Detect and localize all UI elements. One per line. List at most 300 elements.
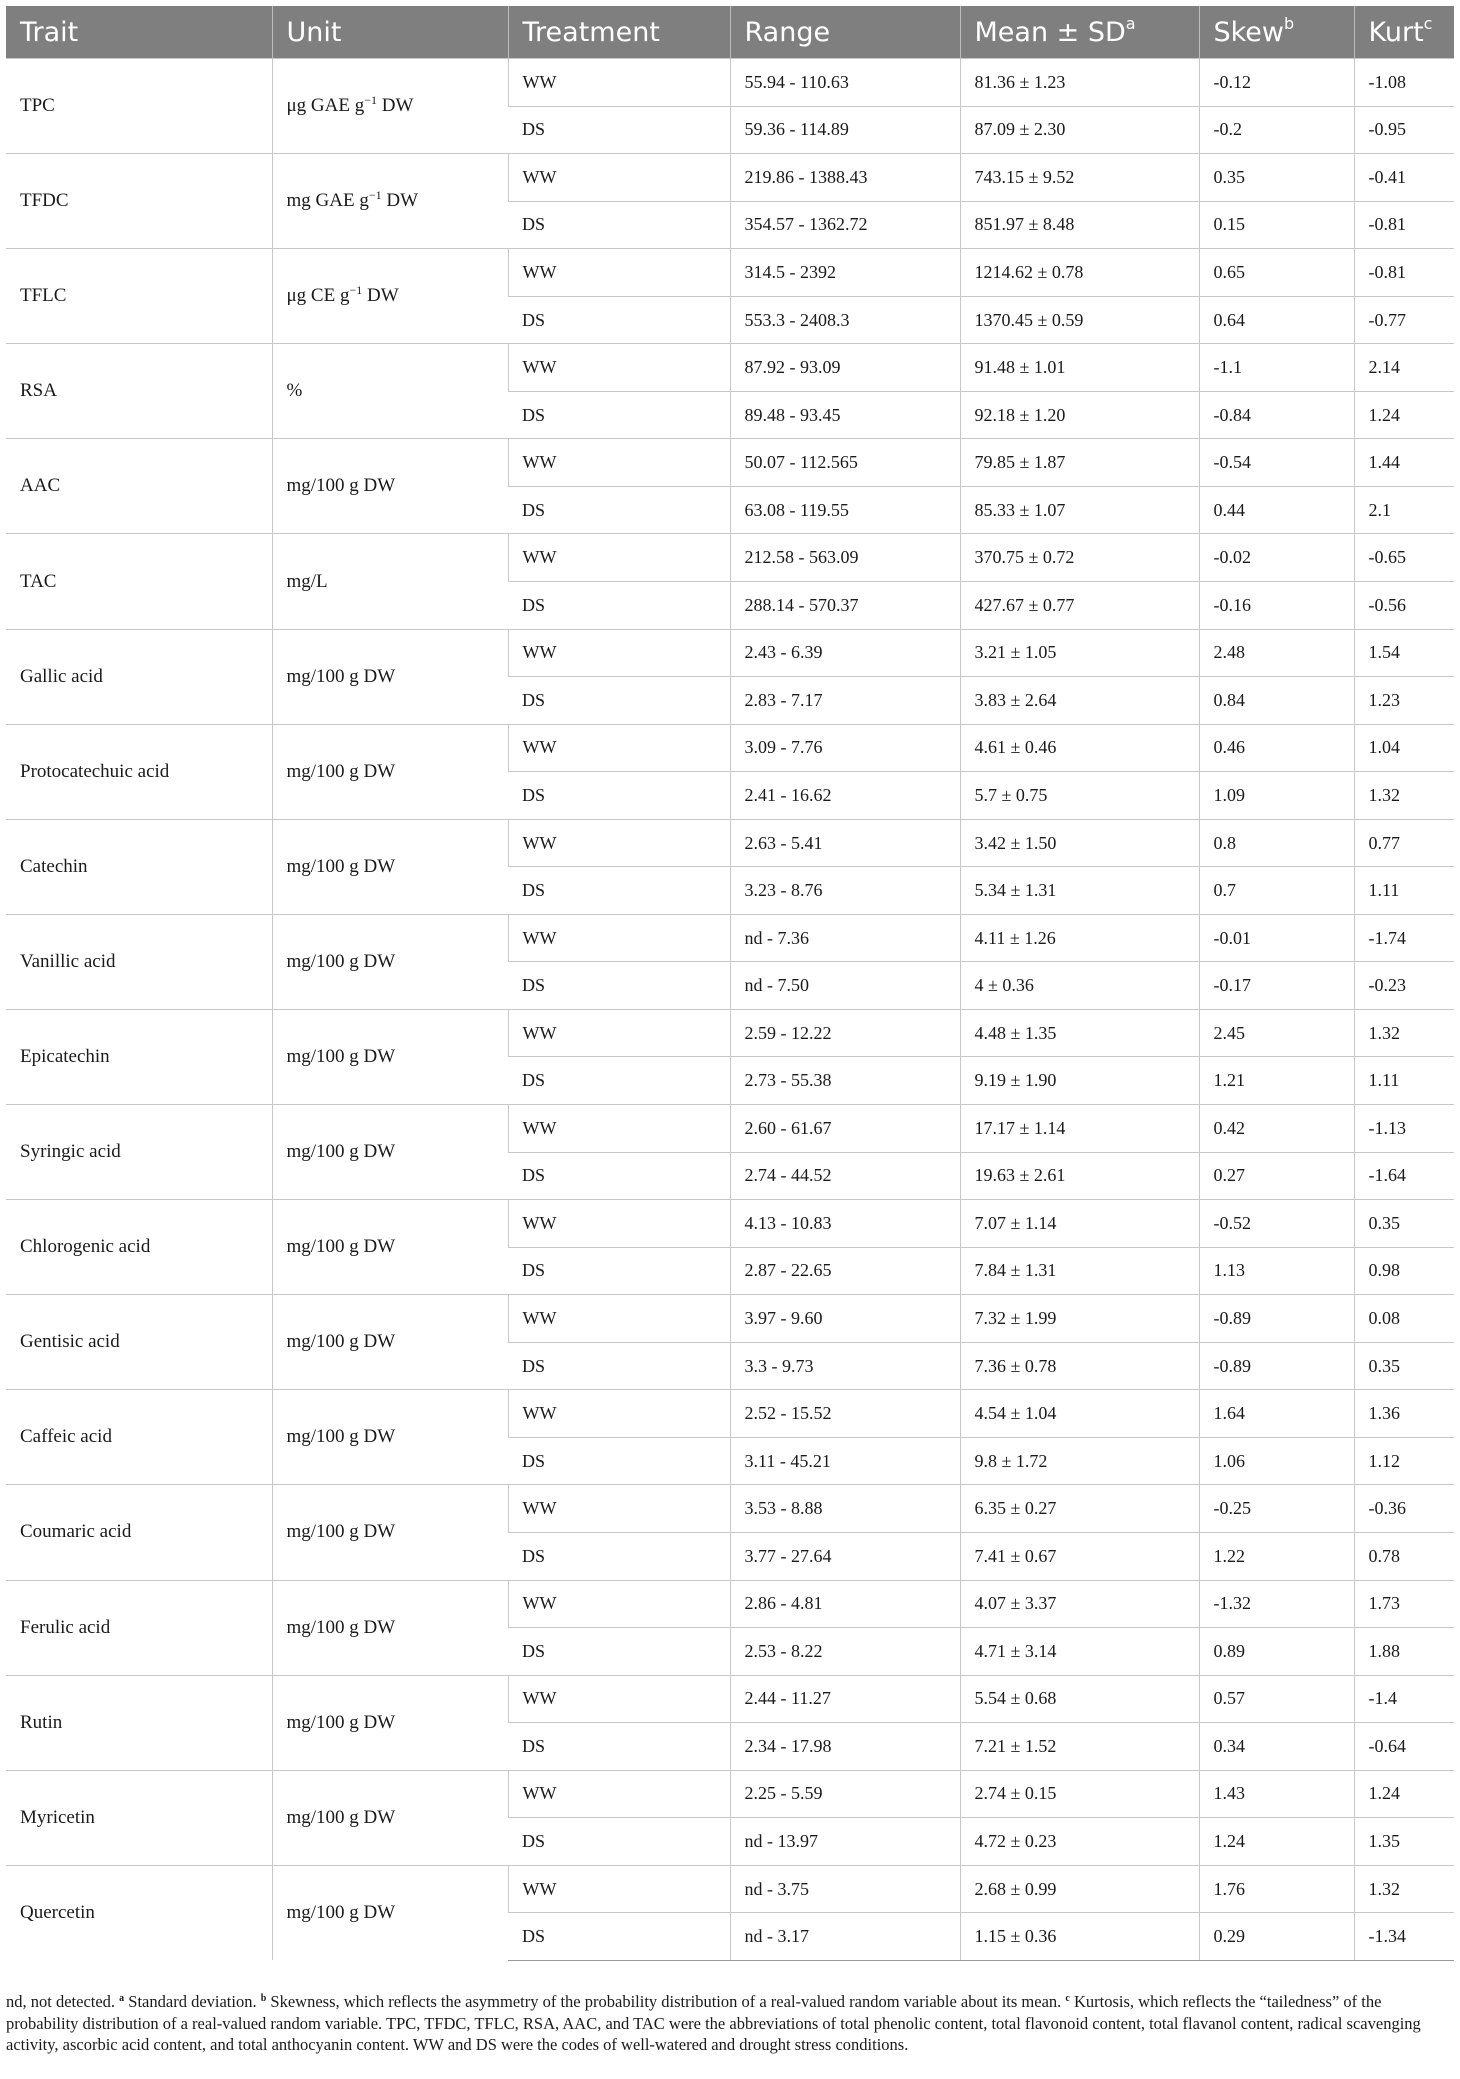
range-cell: 89.48 - 93.45: [730, 391, 960, 439]
table-row: [6, 534, 1454, 582]
skew-cell: -0.84: [1199, 391, 1354, 439]
skew-cell: -0.02: [1199, 534, 1354, 582]
range-cell: 3.11 - 45.21: [730, 1437, 960, 1485]
skew-cell: 1.64: [1199, 1390, 1354, 1438]
skew-cell: 1.22: [1199, 1532, 1354, 1580]
skew-cell: 0.8: [1199, 819, 1354, 867]
unit-suffix: DW: [362, 285, 399, 307]
treatment-cell: WW: [508, 1580, 730, 1628]
skew-cell: -0.25: [1199, 1485, 1354, 1533]
skew-cell: 0.7: [1199, 867, 1354, 915]
mean-cell: 4.07 ± 3.37: [960, 1580, 1199, 1628]
skew-cell: 1.09: [1199, 772, 1354, 820]
unit-exponent: −1: [349, 283, 363, 298]
kurt-cell: 1.23: [1354, 677, 1454, 725]
range-cell: 63.08 - 119.55: [730, 486, 960, 534]
kurt-cell: -1.34: [1354, 1913, 1454, 1961]
skew-cell: 0.64: [1199, 296, 1354, 344]
mean-cell: 4.71 ± 3.14: [960, 1628, 1199, 1676]
treatment-cell: WW: [508, 819, 730, 867]
skew-cell: 0.15: [1199, 201, 1354, 249]
treatment-cell: DS: [508, 1532, 730, 1580]
kurt-cell: 1.24: [1354, 391, 1454, 439]
footnote-text: Standard deviation.: [124, 1992, 261, 2011]
skew-cell: -0.54: [1199, 439, 1354, 487]
treatment-cell: WW: [508, 629, 730, 677]
unit-text: mg/100 g DW: [286, 1711, 396, 1733]
unit-suffix: DW: [377, 95, 414, 117]
treatment-cell: WW: [508, 249, 730, 297]
unit-cell: [272, 629, 508, 724]
unit-cell: [272, 249, 508, 344]
range-cell: 3.09 - 7.76: [730, 724, 960, 772]
range-cell: nd - 3.17: [730, 1913, 960, 1961]
treatment-cell: DS: [508, 296, 730, 344]
treatment-cell: WW: [508, 1200, 730, 1248]
range-cell: 2.60 - 61.67: [730, 1105, 960, 1153]
mean-cell: 5.34 ± 1.31: [960, 867, 1199, 915]
range-cell: nd - 13.97: [730, 1818, 960, 1866]
mean-cell: 87.09 ± 2.30: [960, 106, 1199, 154]
treatment-cell: WW: [508, 1295, 730, 1343]
skew-cell: -0.12: [1199, 59, 1354, 107]
skew-cell: 0.27: [1199, 1152, 1354, 1200]
kurt-cell: 1.11: [1354, 867, 1454, 915]
footnote-text: Kurtosis, which reflects the “tailedness” of the probability distribution of a real-valued random variable. TPC, TFDC, TFLC, RSA, AAC, and TAC were the abbreviations of total phenolic content, total flavonoid content, total flavanol content, radical scavenging activity, ascorbic acid content, and total anthocyanin content. WW and DS were the codes of well-watered and drought stress conditions.: [6, 1992, 1421, 2054]
kurt-cell: 0.08: [1354, 1295, 1454, 1343]
range-cell: 2.43 - 6.39: [730, 629, 960, 677]
treatment-cell: WW: [508, 1485, 730, 1533]
kurt-cell: -0.41: [1354, 154, 1454, 202]
range-cell: 3.97 - 9.60: [730, 1295, 960, 1343]
treatment-cell: DS: [508, 1247, 730, 1295]
unit-text: mg/100 g DW: [286, 1426, 396, 1448]
mean-cell: 7.32 ± 1.99: [960, 1295, 1199, 1343]
skew-cell: -0.52: [1199, 1200, 1354, 1248]
table-row: [6, 439, 1454, 487]
treatment-cell: DS: [508, 391, 730, 439]
range-cell: 59.36 - 114.89: [730, 106, 960, 154]
range-cell: 2.86 - 4.81: [730, 1580, 960, 1628]
kurt-cell: 1.12: [1354, 1437, 1454, 1485]
treatment-cell: DS: [508, 106, 730, 154]
table-row: [6, 914, 1454, 962]
kurt-cell: 0.98: [1354, 1247, 1454, 1295]
unit-cell: [272, 534, 508, 629]
mean-cell: 4.48 ± 1.35: [960, 1009, 1199, 1057]
mean-cell: 3.21 ± 1.05: [960, 629, 1199, 677]
range-cell: 212.58 - 563.09: [730, 534, 960, 582]
table-row: [6, 1770, 1454, 1818]
range-cell: 3.53 - 8.88: [730, 1485, 960, 1533]
trait-cell: Epicatechin: [6, 1009, 272, 1104]
unit-cell: [272, 1485, 508, 1580]
treatment-cell: DS: [508, 772, 730, 820]
unit-cell: [272, 1580, 508, 1675]
range-cell: 2.83 - 7.17: [730, 677, 960, 725]
header-row: [6, 6, 1454, 59]
kurt-cell: 2.14: [1354, 344, 1454, 392]
kurt-cell: 1.54: [1354, 629, 1454, 677]
mean-cell: 3.42 ± 1.50: [960, 819, 1199, 867]
header-kurt-label: Kurt: [1368, 16, 1424, 48]
unit-exponent: −1: [364, 93, 378, 108]
mean-cell: 19.63 ± 2.61: [960, 1152, 1199, 1200]
table-row: [6, 1675, 1454, 1723]
header-kurt-sup: c: [1423, 13, 1433, 33]
trait-cell: Catechin: [6, 819, 272, 914]
mean-cell: 1370.45 ± 0.59: [960, 296, 1199, 344]
kurt-cell: 1.36: [1354, 1390, 1454, 1438]
header-trait: Trait: [6, 6, 272, 59]
mean-cell: 4.72 ± 0.23: [960, 1818, 1199, 1866]
kurt-cell: 0.78: [1354, 1532, 1454, 1580]
skew-cell: 0.42: [1199, 1105, 1354, 1153]
kurt-cell: -0.77: [1354, 296, 1454, 344]
trait-cell: Gentisic acid: [6, 1295, 272, 1390]
mean-cell: 7.21 ± 1.52: [960, 1723, 1199, 1771]
skew-cell: 0.44: [1199, 486, 1354, 534]
treatment-cell: DS: [508, 486, 730, 534]
footnote-text: Skewness, which reflects the asymmetry of the probability distribution of a real-valued random variable about its mean.: [266, 1992, 1066, 2011]
table-row: [6, 724, 1454, 772]
skew-cell: 0.57: [1199, 1675, 1354, 1723]
table-container: [6, 6, 1454, 1961]
mean-cell: 17.17 ± 1.14: [960, 1105, 1199, 1153]
treatment-cell: WW: [508, 1770, 730, 1818]
range-cell: 2.34 - 17.98: [730, 1723, 960, 1771]
kurt-cell: 1.32: [1354, 1009, 1454, 1057]
mean-cell: 1.15 ± 0.36: [960, 1913, 1199, 1961]
unit-cell: [272, 439, 508, 534]
skew-cell: -0.89: [1199, 1342, 1354, 1390]
table-row: [6, 1580, 1454, 1628]
unit-text: mg/100 g DW: [286, 760, 396, 782]
range-cell: 3.3 - 9.73: [730, 1342, 960, 1390]
range-cell: 3.77 - 27.64: [730, 1532, 960, 1580]
treatment-cell: DS: [508, 1628, 730, 1676]
data-table: [6, 6, 1454, 1961]
unit-text: mg/100 g DW: [286, 1521, 396, 1543]
kurt-cell: -1.4: [1354, 1675, 1454, 1723]
range-cell: 354.57 - 1362.72: [730, 201, 960, 249]
unit-text: mg/100 g DW: [286, 855, 396, 877]
footnote-marker: a: [119, 1993, 125, 2004]
range-cell: 4.13 - 10.83: [730, 1200, 960, 1248]
treatment-cell: DS: [508, 1057, 730, 1105]
range-cell: 288.14 - 570.37: [730, 582, 960, 630]
skew-cell: 1.21: [1199, 1057, 1354, 1105]
table-row: [6, 629, 1454, 677]
mean-cell: 7.36 ± 0.78: [960, 1342, 1199, 1390]
range-cell: 2.73 - 55.38: [730, 1057, 960, 1105]
range-cell: 3.23 - 8.76: [730, 867, 960, 915]
range-cell: 50.07 - 112.565: [730, 439, 960, 487]
unit-cell: [272, 1770, 508, 1865]
skew-cell: 0.65: [1199, 249, 1354, 297]
trait-cell: Caffeic acid: [6, 1390, 272, 1485]
header-kurt: [1354, 6, 1454, 59]
header-skew: [1199, 6, 1354, 59]
mean-cell: 85.33 ± 1.07: [960, 486, 1199, 534]
trait-cell: Rutin: [6, 1675, 272, 1770]
mean-cell: 3.83 ± 2.64: [960, 677, 1199, 725]
mean-cell: 851.97 ± 8.48: [960, 201, 1199, 249]
mean-cell: 7.84 ± 1.31: [960, 1247, 1199, 1295]
skew-cell: 1.13: [1199, 1247, 1354, 1295]
mean-cell: 4.11 ± 1.26: [960, 914, 1199, 962]
mean-cell: 9.19 ± 1.90: [960, 1057, 1199, 1105]
skew-cell: 1.06: [1199, 1437, 1354, 1485]
range-cell: 87.92 - 93.09: [730, 344, 960, 392]
treatment-cell: WW: [508, 1009, 730, 1057]
treatment-cell: DS: [508, 1152, 730, 1200]
unit-cell: [272, 724, 508, 819]
trait-cell: Protocatechuic acid: [6, 724, 272, 819]
header-treatment: Treatment: [508, 6, 730, 59]
range-cell: 2.25 - 5.59: [730, 1770, 960, 1818]
skew-cell: 2.45: [1199, 1009, 1354, 1057]
table-header: [6, 6, 1454, 59]
unit-text: mg/100 g DW: [286, 1331, 396, 1353]
kurt-cell: -1.08: [1354, 59, 1454, 107]
unit-text: mg GAE g: [286, 190, 369, 212]
header-skew-sup: b: [1284, 13, 1295, 33]
mean-cell: 9.8 ± 1.72: [960, 1437, 1199, 1485]
skew-cell: -1.1: [1199, 344, 1354, 392]
kurt-cell: -0.23: [1354, 962, 1454, 1010]
kurt-cell: 1.24: [1354, 1770, 1454, 1818]
trait-cell: Gallic acid: [6, 629, 272, 724]
treatment-cell: WW: [508, 439, 730, 487]
unit-cell: [272, 1295, 508, 1390]
kurt-cell: 1.32: [1354, 772, 1454, 820]
treatment-cell: WW: [508, 1390, 730, 1438]
unit-cell: [272, 1390, 508, 1485]
kurt-cell: 1.35: [1354, 1818, 1454, 1866]
table-body: [6, 59, 1454, 1961]
mean-cell: 427.67 ± 0.77: [960, 582, 1199, 630]
kurt-cell: -0.81: [1354, 201, 1454, 249]
skew-cell: 0.46: [1199, 724, 1354, 772]
table-row: [6, 249, 1454, 297]
range-cell: 219.86 - 1388.43: [730, 154, 960, 202]
kurt-cell: -0.95: [1354, 106, 1454, 154]
trait-cell: Myricetin: [6, 1770, 272, 1865]
range-cell: 2.87 - 22.65: [730, 1247, 960, 1295]
mean-cell: 91.48 ± 1.01: [960, 344, 1199, 392]
unit-text: mg/100 g DW: [286, 1806, 396, 1828]
unit-text: mg/100 g DW: [286, 665, 396, 687]
kurt-cell: 1.11: [1354, 1057, 1454, 1105]
trait-cell: TFLC: [6, 249, 272, 344]
treatment-cell: DS: [508, 867, 730, 915]
mean-cell: 743.15 ± 9.52: [960, 154, 1199, 202]
trait-cell: Vanillic acid: [6, 914, 272, 1009]
trait-cell: Syringic acid: [6, 1105, 272, 1200]
mean-cell: 4.61 ± 0.46: [960, 724, 1199, 772]
range-cell: 2.59 - 12.22: [730, 1009, 960, 1057]
kurt-cell: -1.64: [1354, 1152, 1454, 1200]
table-row: [6, 59, 1454, 107]
footnote-marker: b: [260, 1993, 267, 2004]
kurt-cell: 1.88: [1354, 1628, 1454, 1676]
skew-cell: 1.76: [1199, 1865, 1354, 1913]
header-mean-label: Mean ± SD: [974, 16, 1126, 48]
mean-cell: 92.18 ± 1.20: [960, 391, 1199, 439]
trait-cell: Ferulic acid: [6, 1580, 272, 1675]
range-cell: 553.3 - 2408.3: [730, 296, 960, 344]
mean-cell: 81.36 ± 1.23: [960, 59, 1199, 107]
trait-cell: TPC: [6, 59, 272, 154]
unit-exponent: −1: [368, 188, 382, 203]
footnote-marker: c: [1065, 1993, 1070, 2004]
kurt-cell: 2.1: [1354, 486, 1454, 534]
mean-cell: 6.35 ± 0.27: [960, 1485, 1199, 1533]
range-cell: nd - 3.75: [730, 1865, 960, 1913]
trait-cell: Chlorogenic acid: [6, 1200, 272, 1295]
table-row: [6, 1009, 1454, 1057]
skew-cell: 1.24: [1199, 1818, 1354, 1866]
unit-text: mg/L: [286, 570, 328, 592]
skew-cell: 0.89: [1199, 1628, 1354, 1676]
kurt-cell: -0.81: [1354, 249, 1454, 297]
kurt-cell: -0.65: [1354, 534, 1454, 582]
table-row: [6, 1865, 1454, 1913]
treatment-cell: DS: [508, 1342, 730, 1390]
table-row: [6, 344, 1454, 392]
kurt-cell: -0.64: [1354, 1723, 1454, 1771]
treatment-cell: WW: [508, 534, 730, 582]
unit-cell: [272, 1105, 508, 1200]
unit-text: mg/100 g DW: [286, 1141, 396, 1163]
mean-cell: 1214.62 ± 0.78: [960, 249, 1199, 297]
treatment-cell: DS: [508, 1437, 730, 1485]
kurt-cell: 0.35: [1354, 1200, 1454, 1248]
unit-cell: [272, 819, 508, 914]
skew-cell: -0.16: [1199, 582, 1354, 630]
unit-cell: [272, 1865, 508, 1960]
table-row: [6, 1105, 1454, 1153]
range-cell: 2.63 - 5.41: [730, 819, 960, 867]
header-skew-label: Skew: [1213, 16, 1285, 48]
trait-cell: AAC: [6, 439, 272, 534]
kurt-cell: -1.74: [1354, 914, 1454, 962]
trait-cell: Quercetin: [6, 1865, 272, 1960]
skew-cell: 2.48: [1199, 629, 1354, 677]
treatment-cell: WW: [508, 1105, 730, 1153]
range-cell: 2.52 - 15.52: [730, 1390, 960, 1438]
treatment-cell: DS: [508, 677, 730, 725]
table-row: [6, 154, 1454, 202]
treatment-cell: DS: [508, 582, 730, 630]
trait-cell: TAC: [6, 534, 272, 629]
unit-cell: [272, 154, 508, 249]
skew-cell: 0.29: [1199, 1913, 1354, 1961]
mean-cell: 79.85 ± 1.87: [960, 439, 1199, 487]
mean-cell: 2.68 ± 0.99: [960, 1865, 1199, 1913]
header-mean-sup: a: [1125, 13, 1136, 33]
unit-suffix: DW: [381, 190, 419, 212]
table-row: [6, 1200, 1454, 1248]
skew-cell: 0.34: [1199, 1723, 1354, 1771]
kurt-cell: -0.56: [1354, 582, 1454, 630]
range-cell: 2.74 - 44.52: [730, 1152, 960, 1200]
range-cell: 314.5 - 2392: [730, 249, 960, 297]
unit-text: mg/100 g DW: [286, 950, 396, 972]
unit-cell: [272, 59, 508, 154]
kurt-cell: -0.36: [1354, 1485, 1454, 1533]
treatment-cell: WW: [508, 1865, 730, 1913]
range-cell: nd - 7.50: [730, 962, 960, 1010]
unit-cell: [272, 344, 508, 439]
kurt-cell: 1.73: [1354, 1580, 1454, 1628]
table-row: [6, 819, 1454, 867]
unit-text: μg CE g: [286, 285, 350, 307]
unit-cell: [272, 1675, 508, 1770]
treatment-cell: DS: [508, 201, 730, 249]
range-cell: 55.94 - 110.63: [730, 59, 960, 107]
kurt-cell: 0.77: [1354, 819, 1454, 867]
skew-cell: 0.35: [1199, 154, 1354, 202]
treatment-cell: WW: [508, 154, 730, 202]
header-unit: Unit: [272, 6, 508, 59]
range-cell: 2.41 - 16.62: [730, 772, 960, 820]
unit-cell: [272, 1200, 508, 1295]
table-row: [6, 1295, 1454, 1343]
unit-text: mg/100 g DW: [286, 1616, 396, 1638]
treatment-cell: WW: [508, 914, 730, 962]
unit-text: %: [286, 380, 303, 402]
kurt-cell: 1.04: [1354, 724, 1454, 772]
range-cell: 2.44 - 11.27: [730, 1675, 960, 1723]
unit-text: mg/100 g DW: [286, 475, 396, 497]
unit-cell: [272, 914, 508, 1009]
header-range: Range: [730, 6, 960, 59]
table-row: [6, 1390, 1454, 1438]
mean-cell: 5.7 ± 0.75: [960, 772, 1199, 820]
treatment-cell: WW: [508, 724, 730, 772]
mean-cell: 2.74 ± 0.15: [960, 1770, 1199, 1818]
table-footnote: [6, 1991, 1452, 2056]
skew-cell: -0.17: [1199, 962, 1354, 1010]
treatment-cell: WW: [508, 1675, 730, 1723]
mean-cell: 7.07 ± 1.14: [960, 1200, 1199, 1248]
unit-text: mg/100 g DW: [286, 1236, 396, 1258]
mean-cell: 4 ± 0.36: [960, 962, 1199, 1010]
skew-cell: -1.32: [1199, 1580, 1354, 1628]
treatment-cell: DS: [508, 1818, 730, 1866]
kurt-cell: 0.35: [1354, 1342, 1454, 1390]
trait-cell: Coumaric acid: [6, 1485, 272, 1580]
kurt-cell: 1.32: [1354, 1865, 1454, 1913]
treatment-cell: WW: [508, 59, 730, 107]
treatment-cell: DS: [508, 962, 730, 1010]
unit-text: μg GAE g: [286, 95, 365, 117]
skew-cell: -0.89: [1199, 1295, 1354, 1343]
mean-cell: 4.54 ± 1.04: [960, 1390, 1199, 1438]
mean-cell: 370.75 ± 0.72: [960, 534, 1199, 582]
mean-cell: 7.41 ± 0.67: [960, 1532, 1199, 1580]
kurt-cell: -1.13: [1354, 1105, 1454, 1153]
trait-cell: TFDC: [6, 154, 272, 249]
treatment-cell: DS: [508, 1913, 730, 1961]
skew-cell: 1.43: [1199, 1770, 1354, 1818]
header-mean: [960, 6, 1199, 59]
skew-cell: 0.84: [1199, 677, 1354, 725]
unit-text: mg/100 g DW: [286, 1902, 396, 1924]
trait-cell: RSA: [6, 344, 272, 439]
